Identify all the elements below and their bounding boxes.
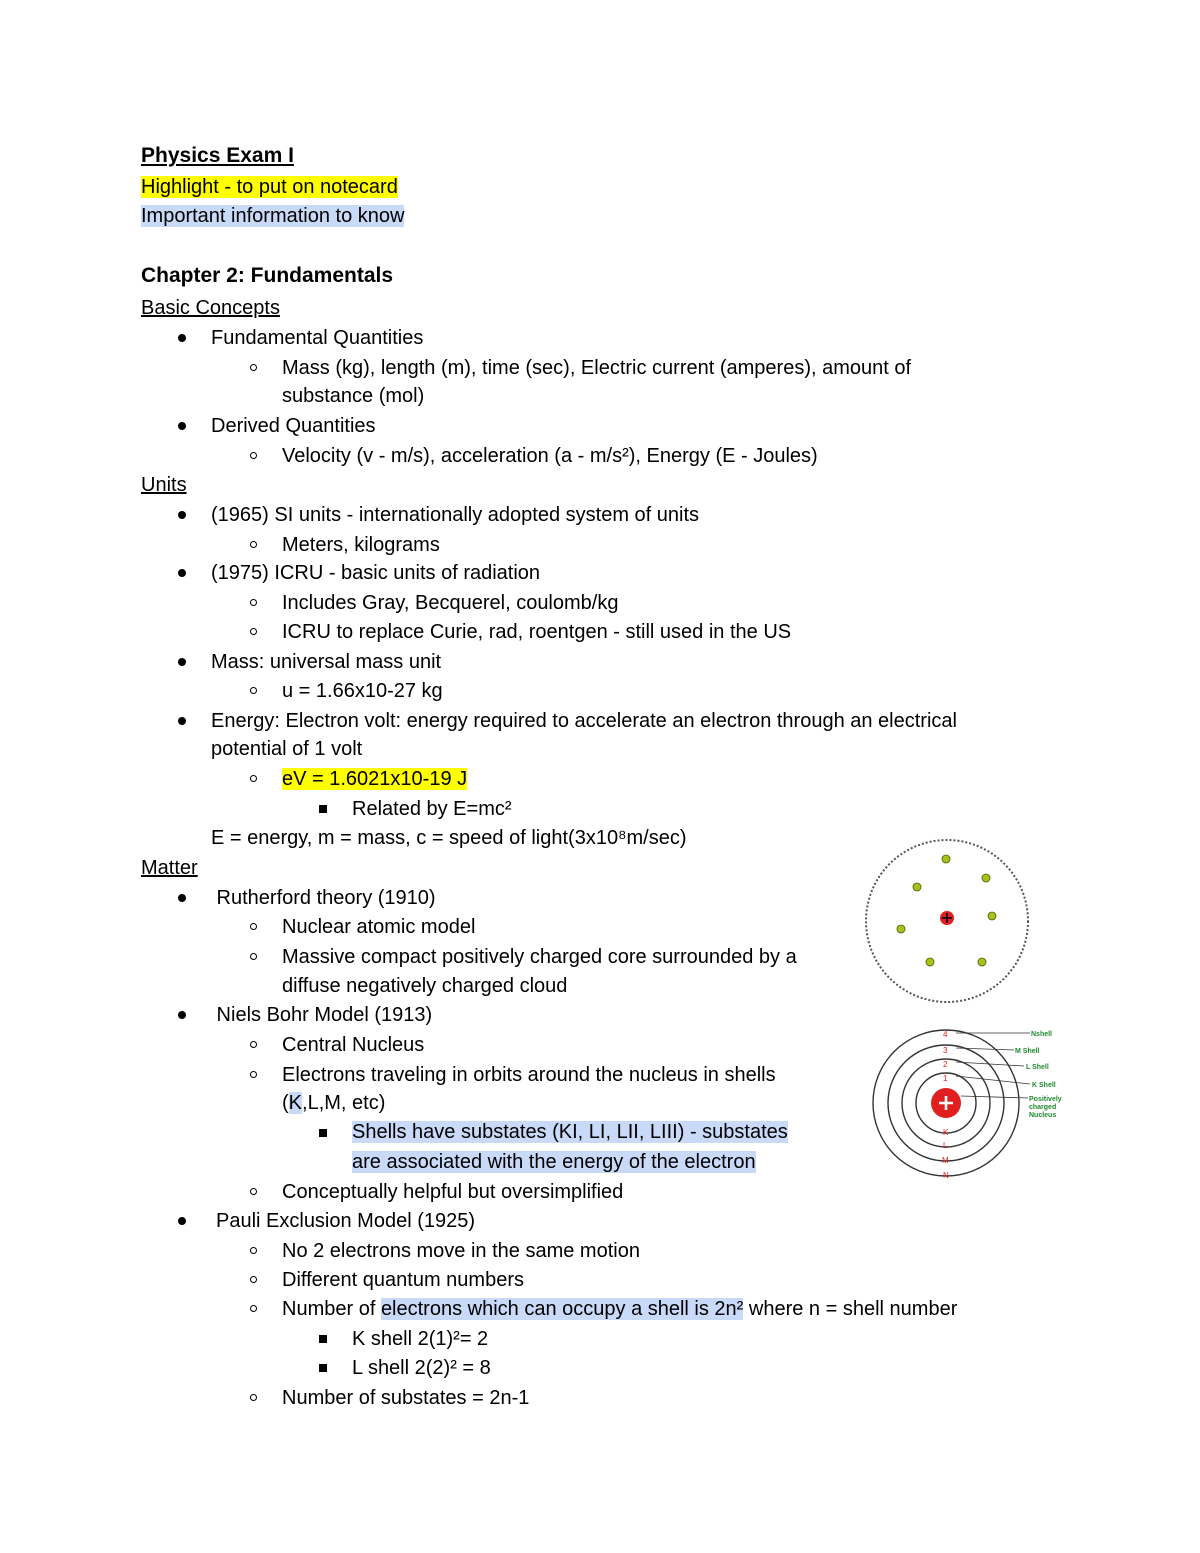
bohr-sub-2b [282,1091,385,1115]
label-n-shell: Nshell [1031,1031,1053,1038]
pauli-sub-3-pre: Number of [282,1298,381,1320]
bohr-sub-2b-post: ,L,M, etc) [302,1092,386,1114]
icru-sub-2: ICRU to replace Curie, rad, roentgen - still used in the US [282,621,792,643]
legend-important [141,204,404,228]
bullet-dot [178,334,186,342]
pauli: Pauli Exclusion Model (1925) [216,1210,476,1232]
ruth-sub-1: Nuclear atomic model [282,916,476,938]
nucleus-icon [940,911,954,925]
si-sub: Meters, kilograms [282,534,440,556]
fund-sub-1: Mass (kg), length (m), time (sec), Electric current (amperes), amount of [282,357,912,379]
l-shell: L shell 2(2)² = 8 [352,1357,491,1379]
bullet-circle [250,1188,257,1195]
ruth-sub-2b: diffuse negatively charged cloud [282,975,568,997]
label-l-shell: L Shell [1026,1064,1049,1071]
pauli-sub-3-hl: electrons which can occupy a shell is 2n² [380,1298,744,1320]
bullet-dot [178,1217,186,1225]
shell-letter-m: M [942,1156,949,1165]
shell-letter-l: L [943,1141,948,1150]
mass-sub: u = 1.66x10-27 kg [282,680,443,702]
bullet-circle [250,364,257,371]
mass-unit: Mass: universal mass unit [211,651,442,673]
shell-letter-k: K [943,1128,949,1137]
substates: Number of substates = 2n-1 [282,1387,530,1409]
bullet-circle [250,628,257,635]
rutherford-atom-diagram [860,838,1036,1008]
label-charged: charged [1029,1104,1057,1111]
bohr-sub-2b-pre: ( [282,1092,289,1114]
derived-quantities: Derived Quantities [211,415,376,437]
shell-number-4: 4 [943,1030,948,1039]
bullet-dot [178,894,186,902]
chapter-heading: Chapter 2: Fundamentals [141,264,394,287]
bullet-circle [250,1394,257,1401]
bullet-circle [250,1071,257,1078]
shells-line-1 [352,1120,788,1144]
legend-highlight [141,175,398,199]
derived-sub: Velocity (v - m/s), acceleration (a - m/s²), Energy (E - Joules) [282,445,818,467]
bullet-dot [178,569,186,577]
pauli-sub-2: Different quantum numbers [282,1269,524,1291]
label-k-shell: K Shell [1032,1082,1056,1089]
bohr: Niels Bohr Model (1913) [211,1004,433,1026]
bullet-square [319,1129,327,1137]
shell-number-2: 2 [943,1060,948,1069]
shell-letter-n: N [943,1171,949,1180]
bullet-dot [178,422,186,430]
bullet-circle [250,953,257,960]
bohr-model-diagram [870,1026,1070,1184]
pauli-sub-3 [282,1297,957,1321]
ev-line [282,767,467,791]
icru: (1975) ICRU - basic units of radiation [211,562,541,584]
bullet-circle [250,1041,257,1048]
bullet-square [319,1335,327,1343]
bohr-sub-1: Central Nucleus [282,1034,425,1056]
bullet-square [319,805,327,813]
bullet-dot [178,1011,186,1019]
bohr-sub-2a: Electrons traveling in orbits around the nucleus in shells [282,1064,776,1086]
bullet-circle [250,1276,257,1283]
bullet-circle [250,541,257,548]
bullet-circle [250,1247,257,1254]
section-units: Units [141,474,187,496]
ev-highlight: eV = 1.6021x10-19 J [282,768,468,790]
shell-number-3: 3 [943,1046,948,1055]
energy-line-2: potential of 1 volt [211,738,363,760]
bullet-circle [250,923,257,930]
bullet-circle [250,1305,257,1312]
shells-line-2 [352,1150,756,1174]
bullet-circle [250,599,257,606]
bullet-circle [250,452,257,459]
section-matter: Matter [141,857,198,879]
bullet-circle [250,687,257,694]
bohr-sub-3: Conceptually helpful but oversimplified [282,1181,624,1203]
bullet-dot [178,717,186,725]
label-m-shell: M Shell [1015,1048,1040,1055]
related-line: Related by E=mc² [352,798,512,820]
fund-sub-2: substance (mol) [282,385,425,407]
label-leaders [956,1033,1030,1098]
bullet-dot [178,658,186,666]
pauli-sub-3-post: where n = shell number [743,1298,958,1320]
label-nucleus: Nucleus [1029,1112,1057,1119]
si-units: (1965) SI units - internationally adopted system of units [211,504,700,526]
section-basic-concepts: Basic Concepts [141,297,280,319]
shell-number-1: 1 [943,1074,948,1083]
legend-important-text: Important information to know [141,205,405,227]
pauli-sub-1: No 2 electrons move in the same motion [282,1240,640,1262]
k-shell: K shell 2(1)²= 2 [352,1328,489,1350]
bohr-sub-2b-hl: K [288,1092,303,1114]
icru-sub-1: Includes Gray, Becquerel, coulomb/kg [282,592,619,614]
ruth-sub-2a: Massive compact positively charged core surrounded by a [282,946,797,968]
shells-hl-1: Shells have substates (KI, LI, LII, LIII) - substates [352,1121,788,1143]
bullet-circle [250,775,257,782]
page-title: Physics Exam I [141,144,294,167]
bullet-square [319,1364,327,1372]
legend-highlight-text: Highlight - to put on notecard [141,176,398,198]
eqn-line: E = energy, m = mass, c = speed of light(3x10⁸m/sec) [211,827,687,849]
label-positively: Positively [1029,1096,1062,1103]
rutherford: Rutherford theory (1910) [211,887,436,909]
nucleus-icon [931,1088,961,1118]
bullet-dot [178,511,186,519]
energy-line-1: Energy: Electron volt: energy required to accelerate an electron through an electrical [211,710,957,732]
fund-quantities: Fundamental Quantities [211,327,424,349]
shells-hl-2: are associated with the energy of the electron [352,1151,756,1173]
